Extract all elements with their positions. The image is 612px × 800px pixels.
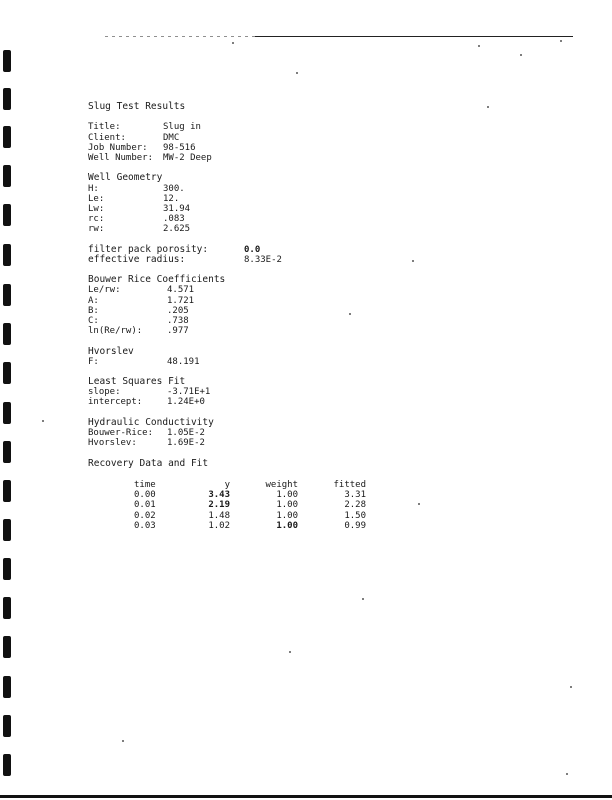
slope-value: -3.71E+1 — [167, 387, 211, 398]
scan-artifact-bottom — [0, 795, 612, 798]
weight-cell: 1.00 — [276, 510, 298, 521]
scan-artifact-rule — [255, 36, 573, 37]
coef-c-value: .738 — [167, 315, 189, 326]
title-value: Slug in — [163, 122, 201, 133]
lw-label: Lw: — [88, 203, 105, 214]
ln-re-rw-value: .977 — [167, 326, 189, 337]
table-row — [130, 521, 366, 531]
filter-pack-porosity-label: filter pack porosity: — [88, 243, 209, 255]
recovery-heading: Recovery Data and Fit — [88, 457, 209, 469]
intercept-label: intercept: — [88, 397, 143, 408]
effective-radius-label: effective radius: — [88, 253, 186, 265]
fitted-cell: 0.99 — [344, 520, 366, 531]
time-cell: 0.03 — [134, 520, 156, 531]
coef-b-value: .205 — [167, 305, 189, 316]
coef-a-label: A: — [88, 295, 99, 306]
weight-cell: 1.00 — [276, 500, 298, 511]
hvorslev-heading: Hvorslev — [88, 345, 134, 357]
lw-value: 31.94 — [163, 203, 191, 214]
job-number-value: 98-516 — [163, 142, 196, 153]
table-row — [130, 500, 366, 510]
le-rw-label: Le/rw: — [88, 285, 121, 296]
slope-label: slope: — [88, 387, 121, 398]
time-cell: 0.00 — [134, 490, 156, 501]
scan-artifact-dashes — [105, 36, 255, 37]
col-weight-header: weight — [265, 480, 298, 490]
report-body — [88, 101, 282, 469]
intercept-value: 1.24E+0 — [167, 397, 205, 408]
filter-pack-porosity-value: 0.0 — [244, 244, 261, 255]
bouwer-rice-heading: Bouwer Rice Coefficients — [88, 274, 226, 286]
well-number-value: MW-2 Deep — [163, 152, 212, 163]
col-fitted-header: fitted — [333, 480, 366, 490]
h-label: H: — [88, 183, 99, 194]
fitted-cell: 2.28 — [344, 500, 366, 511]
time-cell: 0.02 — [134, 510, 156, 521]
fitted-cell: 1.50 — [344, 510, 366, 521]
hvorslev-k-label: Hvorslev: — [88, 438, 137, 449]
client-value: DMC — [163, 132, 180, 143]
effective-radius-value: 8.33E-2 — [244, 254, 282, 265]
ln-re-rw-label: ln(Re/rw): — [88, 326, 143, 337]
rc-label: rc: — [88, 214, 105, 225]
rc-value: .083 — [163, 214, 185, 225]
table-row — [130, 490, 366, 500]
hydraulic-conductivity-heading: Hydraulic Conductivity — [88, 416, 214, 428]
bouwer-rice-k-label: Bouwer-Rice: — [88, 428, 154, 438]
y-cell: 3.43 — [208, 490, 230, 501]
y-cell: 2.19 — [208, 500, 230, 511]
weight-cell: 1.00 — [276, 490, 298, 501]
f-label: F: — [88, 356, 99, 367]
least-squares-heading: Least Squares Fit — [88, 376, 186, 388]
coef-a-value: 1.721 — [167, 295, 195, 306]
title-label: Title: — [88, 122, 121, 133]
recovery-table — [130, 480, 366, 531]
table-row — [130, 511, 366, 521]
coef-c-label: C: — [88, 315, 99, 326]
punch-hole-margin — [3, 0, 13, 800]
well-geometry-heading: Well Geometry — [88, 172, 163, 184]
fitted-cell: 3.31 — [344, 490, 366, 501]
bouwer-rice-k-value: 1.05E-2 — [167, 428, 205, 438]
well-number-label: Well Number: — [88, 152, 154, 163]
h-value: 300. — [163, 183, 185, 194]
time-cell: 0.01 — [134, 500, 156, 511]
le-value: 12. — [163, 193, 180, 204]
weight-cell: 1.00 — [276, 520, 298, 531]
le-rw-value: 4.571 — [167, 285, 195, 296]
job-number-label: Job Number: — [88, 142, 148, 153]
col-y-header: y — [224, 480, 230, 490]
y-cell: 1.02 — [208, 520, 230, 531]
le-label: Le: — [88, 193, 105, 204]
rw-value: 2.625 — [163, 224, 191, 235]
coef-b-label: B: — [88, 305, 99, 316]
hvorslev-k-value: 1.69E-2 — [167, 438, 205, 449]
f-value: 48.191 — [167, 356, 200, 367]
y-cell: 1.48 — [208, 510, 230, 521]
table-header-row — [130, 480, 366, 490]
rw-label: rw: — [88, 224, 105, 235]
col-time-header: time — [134, 480, 156, 490]
client-label: Client: — [88, 132, 126, 143]
report-title: Slug Test Results — [88, 101, 186, 112]
